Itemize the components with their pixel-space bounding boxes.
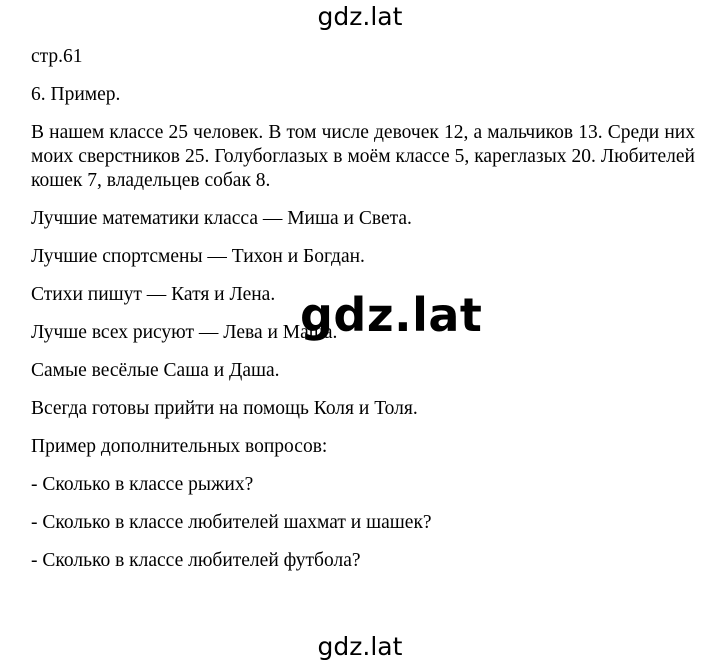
- questions-heading: Пример дополнительных вопросов:: [31, 436, 328, 457]
- statement-item: Стихи пишут — Катя и Лена.: [31, 284, 276, 305]
- exercise-heading: 6. Пример.: [31, 84, 121, 105]
- question-item: - Сколько в классе любителей шахмат и шашек?: [31, 512, 432, 533]
- watermark-top: gdz.lat: [317, 2, 403, 31]
- watermark-bottom: gdz.lat: [317, 632, 403, 661]
- question-item: - Сколько в классе рыжих?: [31, 474, 254, 495]
- intro-paragraph: В нашем классе 25 человек. В том числе девочек 12, а мальчиков 13. Среди них моих сверстников 25. Голубоглазых в моём классе 5, кареглазых 20. Любителей кошек 7, владельцев собак 8.: [31, 122, 695, 191]
- statement-item: Лучшие спортсмены — Тихон и Богдан.: [31, 246, 365, 267]
- page-reference: стр.61: [31, 46, 83, 67]
- statement-item: Всегда готовы прийти на помощь Коля и Толя.: [31, 398, 418, 419]
- question-item: - Сколько в классе любителей футбола?: [31, 550, 361, 571]
- statement-item: Лучшие математики класса — Миша и Света.: [31, 208, 412, 229]
- statement-item: Самые весёлые Саша и Даша.: [31, 360, 280, 381]
- statement-item: Лучше всех рисуют — Лева и Маша.: [31, 322, 338, 343]
- watermark-middle: gdz.lat: [300, 288, 483, 342]
